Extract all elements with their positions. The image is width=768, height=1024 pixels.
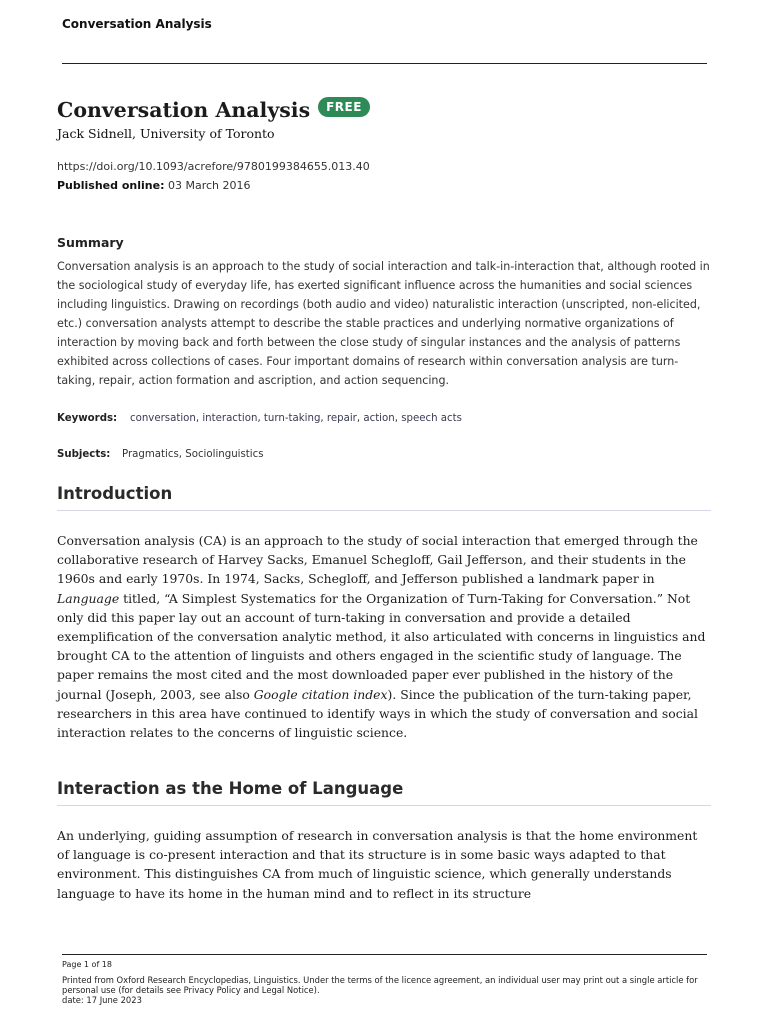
running-head: Conversation Analysis <box>62 17 212 31</box>
print-notice: Printed from Oxford Research Encyclopedias, Linguistics. Under the terms of the licence agreement, an individual user may print out a single article for personal use (for details see Privacy Policy and Legal Notice). <box>62 975 698 995</box>
header-divider <box>62 63 707 64</box>
citation-link[interactable]: 2003 <box>160 686 192 702</box>
footer-divider <box>62 954 707 955</box>
journal-name: Language <box>57 590 120 606</box>
keyword-link[interactable]: repair <box>326 413 357 424</box>
keyword-link[interactable]: action <box>363 413 395 424</box>
published-value: 03 March 2016 <box>167 179 251 192</box>
intro-text: Conversation analysis (CA) is an approach to the study of social interaction that emerged through the collaborative research of Harvey Sacks, Emanuel Schegloff, Gail Jefferson, and their students in the 1960s and early 1970s. In 1974, Sacks, Schegloff, and Jefferson published a landmark paper in <box>57 533 698 587</box>
footer-notice <box>62 975 712 1005</box>
intro-text: titled, “A Simplest Systematics for the Organization of Turn-Taking for Conversation.” Not only did this paper lay out an account of turn-taking in conversation and provide a detailed exemplification of the conversation analytic method, it also articulated with concerns in linguistics and brought CA to the attention of linguists and others engaged in the scientific study of language. The paper remains the most cited and the most downloaded paper ever published in the history of the journal (Joseph, <box>57 590 706 702</box>
keyword-link[interactable]: turn-taking <box>263 413 321 424</box>
subjects-row: Subjects: Pragmatics, Sociolinguistics <box>57 449 264 460</box>
free-badge: FREE <box>318 97 370 117</box>
section-heading-introduction: Introduction <box>57 484 173 503</box>
subjects-label: Subjects: <box>57 449 111 460</box>
doi-link[interactable]: https://doi.org/10.1093/acrefore/9780199384655.013.40 <box>57 160 370 173</box>
keywords-row: Keywords: conversation, interaction, turn-taking, repair, action, speech acts <box>57 413 462 424</box>
keywords-label: Keywords: <box>57 413 118 424</box>
keyword-link[interactable]: interaction <box>202 413 258 424</box>
subject-link[interactable]: Pragmatics <box>122 449 179 460</box>
intro-text: , see also <box>191 686 254 702</box>
print-date: date: 17 June 2023 <box>62 995 142 1005</box>
article-title: Conversation Analysis <box>57 98 311 122</box>
citation-index: Google citation index <box>253 686 388 702</box>
article-author[interactable]: Jack Sidnell, University of Toronto <box>57 126 275 141</box>
section-divider <box>57 805 711 806</box>
section-divider <box>57 510 711 511</box>
keyword-link[interactable]: conversation <box>130 413 196 424</box>
title-row <box>57 98 370 122</box>
section-heading-interaction: Interaction as the Home of Language <box>57 779 404 798</box>
summary-heading: Summary <box>57 235 124 250</box>
interaction-paragraph: An underlying, guiding assumption of research in conversation analysis is that the home environment of language is co-present interaction and that its structure is in some basic ways adapted to that environment. This distinguishes CA from much of linguistic science, which generally understands language to have its home in the human mind and to reflect in its structure <box>57 828 698 901</box>
published-date <box>57 179 251 192</box>
intro-text: ). Since the publication of the turn-taking paper, researchers in this area have continued to identify ways in which the study of conversation and social interaction relates to the concerns of linguistic science. <box>57 686 698 741</box>
page-number: Page 1 of 18 <box>62 960 112 969</box>
published-label: Published online: <box>57 179 165 192</box>
subject-link[interactable]: Sociolinguistics <box>185 449 264 460</box>
summary-text: Conversation analysis is an approach to the study of social interaction and talk-in-interaction that, although rooted in the sociological study of everyday life, has exerted significant influence across the humanities and social sciences including linguistics. Drawing on recordings (both audio and video) naturalistic interaction (unscripted, non-elicited, etc.) conversation analysts attempt to describe the stable practices and underlying normative organizations of interaction by moving back and forth between the close study of singular instances and the analysis of patterns exhibited across collections of cases. Four important domains of research within conversation analysis are turn-taking, repair, action formation and ascription, and action sequencing. <box>57 260 710 387</box>
introduction-paragraph <box>57 531 713 742</box>
keyword-link[interactable]: speech acts <box>401 413 462 424</box>
